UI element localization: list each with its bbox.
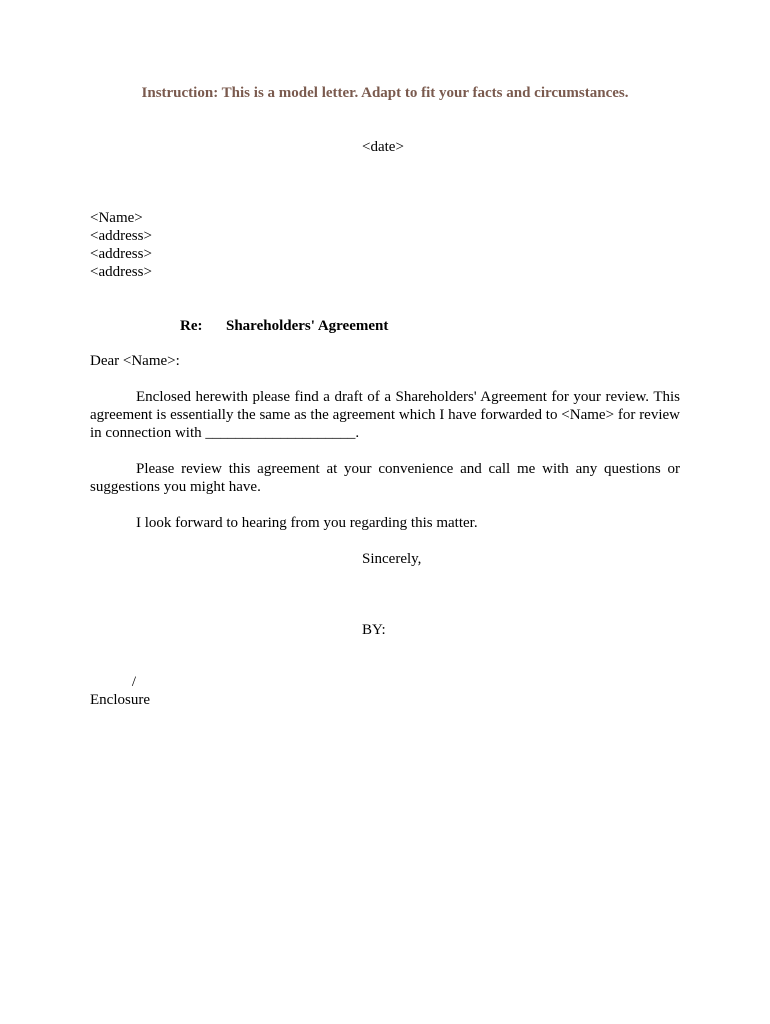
body-paragraph: Enclosed herewith please find a draft of a Shareholders' Agreement for your review. This agreement is essentially the same as the agreement which I have forwarded to <Name> for review in connection with ____________________. — [90, 389, 680, 441]
address-line: <address> — [90, 228, 152, 244]
enclosure-notation: Enclosure — [90, 692, 150, 708]
address-line: <address> — [90, 246, 152, 262]
letter-date: <date> — [362, 139, 404, 155]
salutation: Dear <Name>: — [90, 353, 180, 369]
body-paragraph: Please review this agreement at your convenience and call me with any questions or suggestions you might have. — [90, 461, 680, 495]
subject-line — [180, 317, 388, 335]
recipient-name: <Name> — [90, 210, 143, 226]
instruction-label: Instruction: — [141, 85, 219, 101]
re-subject: Shareholders' Agreement — [226, 318, 389, 334]
instruction-text: This is a model letter. Adapt to fit your facts and circumstances. — [221, 85, 629, 101]
re-label: Re: — [180, 318, 203, 334]
body-paragraph: I look forward to hearing from you regarding this matter. — [136, 515, 478, 531]
signature-label: BY: — [362, 622, 386, 638]
recipient-address-block — [90, 209, 152, 281]
address-line: <address> — [90, 264, 152, 280]
typist-initials: / — [131, 674, 136, 690]
instruction-line — [0, 84, 770, 102]
closing: Sincerely, — [362, 551, 422, 567]
